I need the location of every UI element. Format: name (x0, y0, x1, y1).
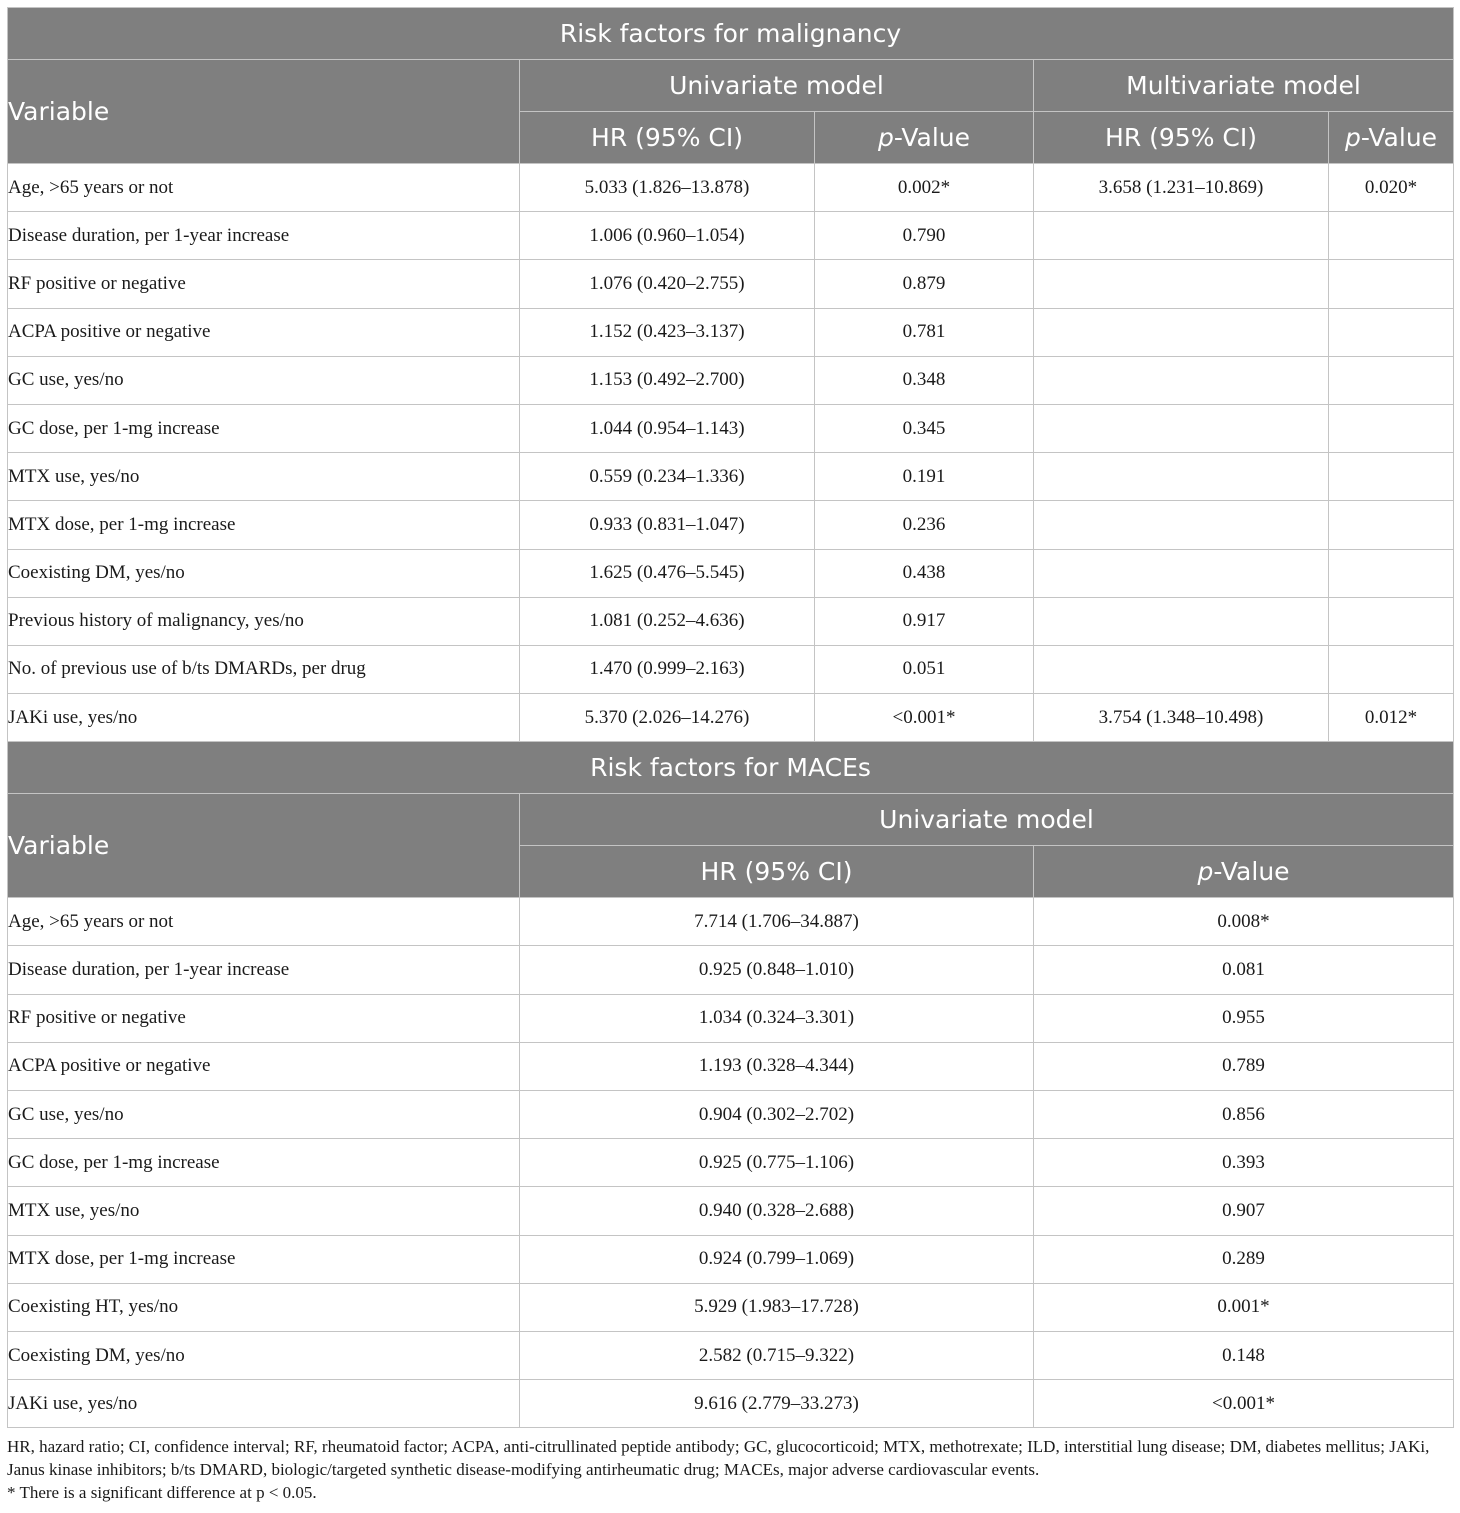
multivariate-hr (1034, 308, 1329, 356)
univariate-p: 0.393 (1034, 1139, 1454, 1187)
table-row (8, 308, 1454, 356)
table-row (8, 164, 1454, 212)
univariate-p: 0.001* (1034, 1283, 1454, 1331)
multivariate-p (1329, 597, 1454, 645)
table-row (8, 212, 1454, 260)
univariate-hr: 0.924 (0.799–1.069) (520, 1235, 1034, 1283)
malignancy-section-title: Risk factors for malignancy (8, 8, 1454, 60)
variable-label: RF positive or negative (8, 994, 520, 1042)
table-row (8, 1042, 1454, 1090)
maces-hr-header: HR (95% CI) (520, 846, 1034, 898)
multivariate-hr (1034, 501, 1329, 549)
variable-label: Age, >65 years or not (8, 164, 520, 212)
variable-label: No. of previous use of b/ts DMARDs, per drug (8, 645, 520, 693)
multivariate-p (1329, 404, 1454, 452)
multivariate-hr (1034, 260, 1329, 308)
maces-section-title: Risk factors for MACEs (8, 742, 1454, 794)
univariate-hr: 1.081 (0.252–4.636) (520, 597, 815, 645)
table-row (8, 356, 1454, 404)
significance-note: * There is a significant difference at p < 0.05. (7, 1483, 317, 1502)
p-rest: -Value (893, 123, 971, 152)
p-italic: p (877, 123, 894, 152)
multivariate-p (1329, 356, 1454, 404)
multivariate-p (1329, 453, 1454, 501)
univariate-p: 0.789 (1034, 1042, 1454, 1090)
univariate-p: 0.148 (1034, 1331, 1454, 1379)
univariate-hr: 0.559 (0.234–1.336) (520, 453, 815, 501)
variable-label: JAKi use, yes/no (8, 694, 520, 742)
table-row (8, 549, 1454, 597)
variable-label: Previous history of malignancy, yes/no (8, 597, 520, 645)
univariate-p: 0.917 (815, 597, 1034, 645)
table-row (8, 597, 1454, 645)
maces-variable-header: Variable (8, 794, 520, 898)
footnotes (7, 1435, 1453, 1504)
univariate-p: 0.907 (1034, 1187, 1454, 1235)
variable-label: Age, >65 years or not (8, 898, 520, 946)
univariate-p: 0.236 (815, 501, 1034, 549)
p-rest: -Value (1213, 857, 1290, 887)
p-rest: -Value (1360, 123, 1438, 152)
variable-label: MTX use, yes/no (8, 453, 520, 501)
univariate-p: 0.289 (1034, 1235, 1454, 1283)
risk-factors-table (7, 7, 1454, 1428)
multivariate-p: 0.020* (1329, 164, 1454, 212)
p-italic: p (1344, 123, 1361, 152)
multivariate-p: 0.012* (1329, 694, 1454, 742)
univariate-hr: 0.904 (0.302–2.702) (520, 1091, 1034, 1139)
variable-label: MTX dose, per 1-mg increase (8, 1235, 520, 1283)
multivariate-hr (1034, 597, 1329, 645)
malignancy-variable-header: Variable (8, 60, 520, 164)
univariate-p: 0.438 (815, 549, 1034, 597)
multivariate-hr: 3.658 (1.231–10.869) (1034, 164, 1329, 212)
variable-label: MTX dose, per 1-mg increase (8, 501, 520, 549)
maces-univariate-header: Univariate model (520, 794, 1454, 846)
univariate-hr: 7.714 (1.706–34.887) (520, 898, 1034, 946)
malignancy-multi-hr-header: HR (95% CI) (1034, 112, 1329, 164)
multivariate-hr (1034, 356, 1329, 404)
univariate-p: 0.879 (815, 260, 1034, 308)
univariate-hr: 9.616 (2.779–33.273) (520, 1380, 1034, 1428)
univariate-p: 0.345 (815, 404, 1034, 452)
univariate-hr: 1.006 (0.960–1.054) (520, 212, 815, 260)
table-row (8, 1283, 1454, 1331)
univariate-p: 0.191 (815, 453, 1034, 501)
table-row (8, 645, 1454, 693)
univariate-p: 0.955 (1034, 994, 1454, 1042)
univariate-hr: 1.153 (0.492–2.700) (520, 356, 815, 404)
table-row (8, 694, 1454, 742)
univariate-p: <0.001* (815, 694, 1034, 742)
table-row (8, 1235, 1454, 1283)
variable-label: GC dose, per 1-mg increase (8, 404, 520, 452)
univariate-hr: 1.470 (0.999–2.163) (520, 645, 815, 693)
table-row (8, 1139, 1454, 1187)
table-row (8, 994, 1454, 1042)
multivariate-p (1329, 308, 1454, 356)
univariate-p: 0.856 (1034, 1091, 1454, 1139)
univariate-hr: 0.933 (0.831–1.047) (520, 501, 815, 549)
abbreviations-note: HR, hazard ratio; CI, confidence interval; RF, rheumatoid factor; ACPA, anti-citrullinated peptide antibody; GC, glucocorticoid; MTX, methotrexate; ILD, interstitial lung disease; DM, diabetes mellitus; JAKi, Janus kinase inhibitors; b/ts DMARD, biologic/targeted synthetic disease-modifying antirheumatic drug; MACEs, major adverse cardiovascular events. (7, 1437, 1430, 1479)
variable-label: Disease duration, per 1-year increase (8, 946, 520, 994)
table-row (8, 1187, 1454, 1235)
variable-label: ACPA positive or negative (8, 1042, 520, 1090)
multivariate-hr (1034, 645, 1329, 693)
multivariate-p (1329, 212, 1454, 260)
univariate-hr: 1.193 (0.328–4.344) (520, 1042, 1034, 1090)
univariate-p: 0.002* (815, 164, 1034, 212)
malignancy-multi-p-header (1329, 112, 1454, 164)
univariate-p: 0.051 (815, 645, 1034, 693)
multivariate-p (1329, 501, 1454, 549)
variable-label: Disease duration, per 1-year increase (8, 212, 520, 260)
malignancy-uni-p-header (815, 112, 1034, 164)
variable-label: GC use, yes/no (8, 356, 520, 404)
univariate-hr: 0.925 (0.848–1.010) (520, 946, 1034, 994)
variable-label: RF positive or negative (8, 260, 520, 308)
malignancy-uni-hr-header: HR (95% CI) (520, 112, 815, 164)
univariate-hr: 0.925 (0.775–1.106) (520, 1139, 1034, 1187)
multivariate-p (1329, 645, 1454, 693)
univariate-hr: 5.033 (1.826–13.878) (520, 164, 815, 212)
univariate-p: 0.781 (815, 308, 1034, 356)
table-row (8, 1091, 1454, 1139)
univariate-hr: 1.044 (0.954–1.143) (520, 404, 815, 452)
table-row (8, 898, 1454, 946)
univariate-p: 0.008* (1034, 898, 1454, 946)
univariate-p: 0.348 (815, 356, 1034, 404)
univariate-hr: 1.076 (0.420–2.755) (520, 260, 815, 308)
maces-rows (8, 898, 1454, 1428)
univariate-hr: 1.152 (0.423–3.137) (520, 308, 815, 356)
multivariate-hr (1034, 404, 1329, 452)
malignancy-multivariate-header: Multivariate model (1034, 60, 1454, 112)
univariate-hr: 0.940 (0.328–2.688) (520, 1187, 1034, 1235)
univariate-hr: 2.582 (0.715–9.322) (520, 1331, 1034, 1379)
table-row (8, 946, 1454, 994)
table-row (8, 453, 1454, 501)
multivariate-hr (1034, 549, 1329, 597)
variable-label: ACPA positive or negative (8, 308, 520, 356)
univariate-p: <0.001* (1034, 1380, 1454, 1428)
univariate-hr: 5.929 (1.983–17.728) (520, 1283, 1034, 1331)
maces-p-header (1034, 846, 1454, 898)
multivariate-hr: 3.754 (1.348–10.498) (1034, 694, 1329, 742)
variable-label: JAKi use, yes/no (8, 1380, 520, 1428)
table-row (8, 404, 1454, 452)
table-row (8, 260, 1454, 308)
table-row (8, 501, 1454, 549)
multivariate-hr (1034, 453, 1329, 501)
variable-label: Coexisting HT, yes/no (8, 1283, 520, 1331)
table-row (8, 1380, 1454, 1428)
variable-label: MTX use, yes/no (8, 1187, 520, 1235)
univariate-p: 0.790 (815, 212, 1034, 260)
univariate-hr: 1.625 (0.476–5.545) (520, 549, 815, 597)
malignancy-rows (8, 164, 1454, 742)
variable-label: GC use, yes/no (8, 1091, 520, 1139)
p-italic: p (1197, 857, 1214, 887)
multivariate-p (1329, 260, 1454, 308)
table-row (8, 1331, 1454, 1379)
univariate-hr: 1.034 (0.324–3.301) (520, 994, 1034, 1042)
variable-label: Coexisting DM, yes/no (8, 549, 520, 597)
variable-label: Coexisting DM, yes/no (8, 1331, 520, 1379)
malignancy-univariate-header: Univariate model (520, 60, 1034, 112)
univariate-p: 0.081 (1034, 946, 1454, 994)
multivariate-p (1329, 549, 1454, 597)
multivariate-hr (1034, 212, 1329, 260)
variable-label: GC dose, per 1-mg increase (8, 1139, 520, 1187)
univariate-hr: 5.370 (2.026–14.276) (520, 694, 815, 742)
